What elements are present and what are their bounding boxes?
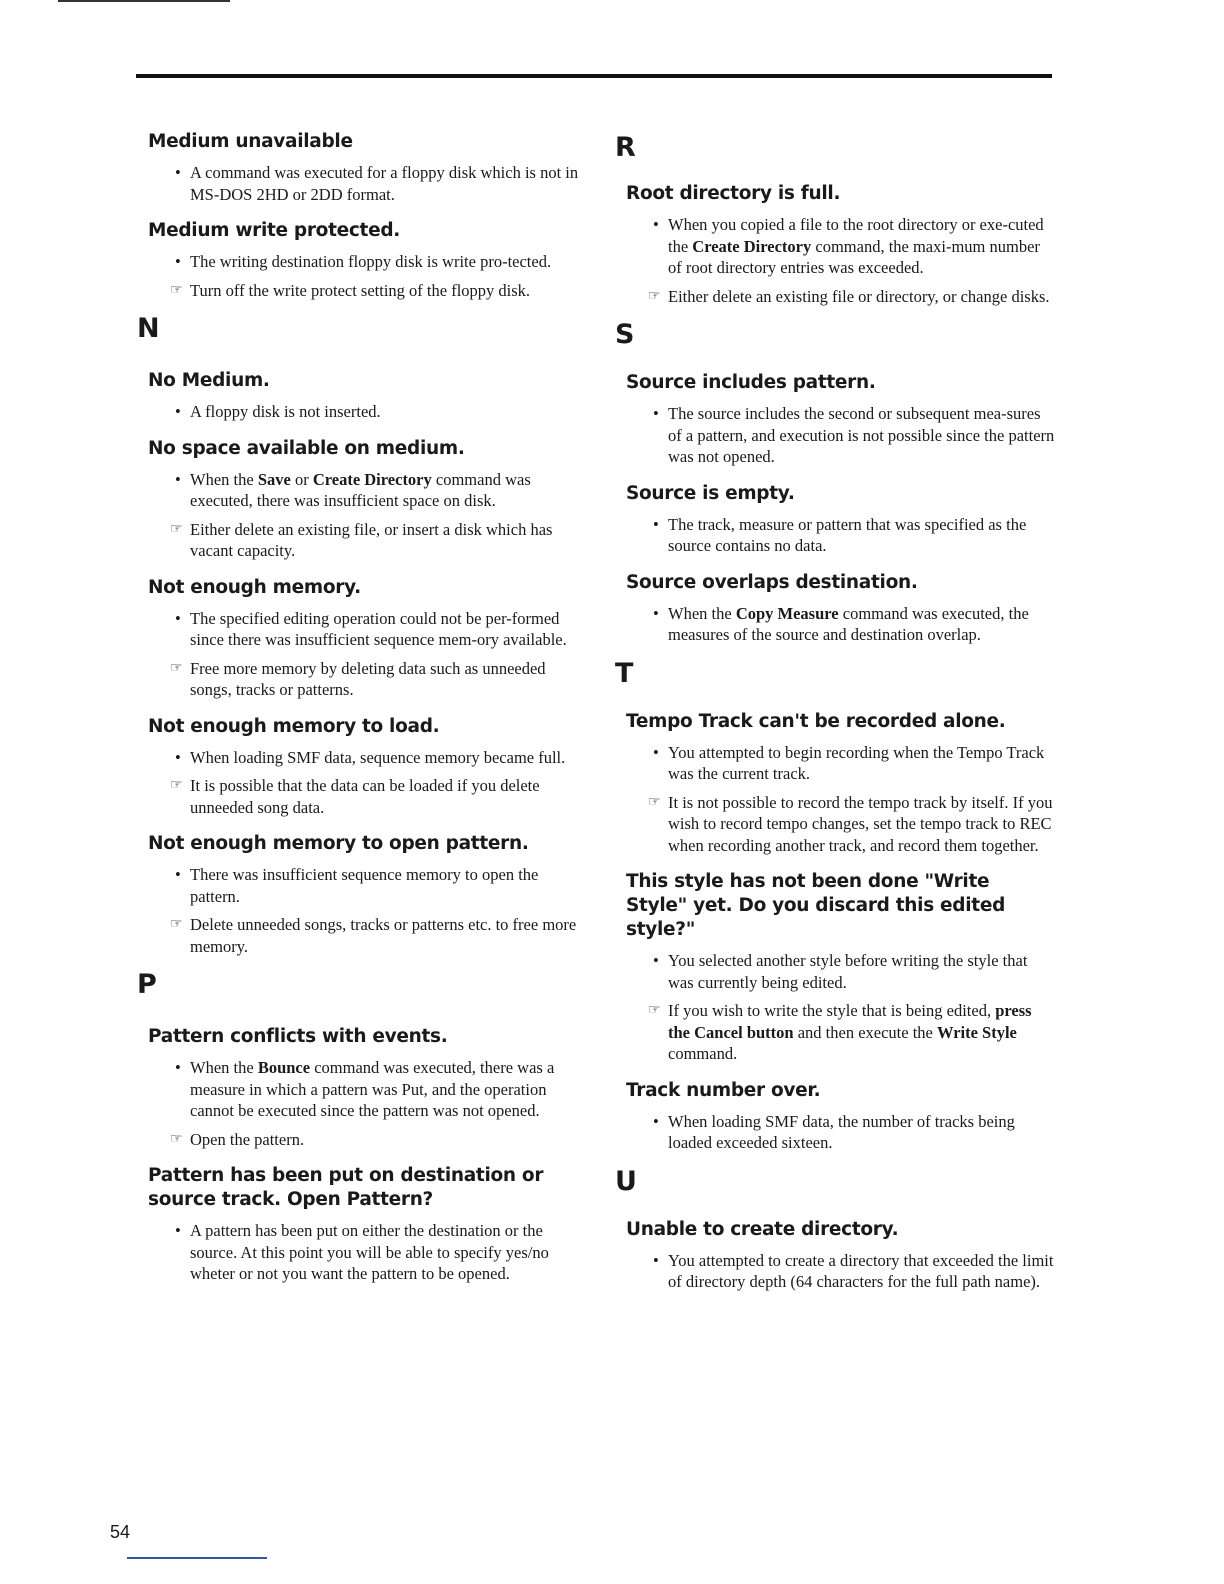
section-letter-p: P [137,969,157,1000]
section-letter-r: R [615,132,636,163]
footer-rule [127,1557,267,1559]
entry-title: Unable to create directory. [626,1218,899,1240]
bullet-icon: • [175,402,181,421]
remedy-text: ☞ It is not possible to record the tempo track by itself. If you wish to record tempo changes, set the tempo track to REC when recording another track, and record them together. [648,792,1053,855]
entry-track-number-over [626,1079,1056,1154]
entry-title: Source overlaps destination. [626,571,918,593]
bullet-icon: • [653,951,659,970]
remedy-text: ☞ Delete unneeded songs, tracks or patterns etc. to free more memory. [170,915,577,956]
cause-text: • A floppy disk is not inserted. [175,402,381,421]
entry-not-enough-memory [148,576,580,701]
entry-no-medium [148,369,580,423]
entry-source-is-empty [626,482,1056,557]
remedy-text: ☞ Either delete an existing file or directory, or change disks. [648,286,1050,306]
cause-text: • When loading SMF data, sequence memory became full. [175,747,566,767]
entry-medium-unavailable [148,130,580,205]
entry-title: Not enough memory to open pattern. [148,833,529,854]
remedy-text: ☞ Free more memory by deleting data such as unneeded songs, tracks or patterns. [170,658,546,699]
entry-source-includes-pattern [626,371,1056,468]
entry-tempo-track-alone [626,710,1056,857]
remedy-text: ☞ Either delete an existing file, or insert a disk which has vacant capacity. [170,519,553,560]
entry-title: Root directory is full. [626,183,841,204]
cause-text: • The specified editing operation could not be per-formed since there was insufficient sequence mem-ory available. [175,608,567,649]
pointing-hand-icon: ☞ [170,917,183,932]
bullet-icon: • [653,514,659,534]
pointing-hand-icon: ☞ [648,794,661,810]
pointing-hand-icon: ☞ [170,1131,183,1147]
cause-text: • When the Save or Create Directory command was executed, there was insufficient space on disk. [175,469,531,510]
entry-root-directory-full [626,182,1056,307]
pointing-hand-icon: ☞ [170,521,183,537]
entry-source-overlaps-destination [626,571,1056,646]
pointing-hand-icon: ☞ [648,1003,661,1018]
remedy-text: ☞ If you wish to write the style that is being edited, press the Cancel button and then execute the Write Style command. [648,1001,1032,1063]
bullet-icon: • [653,215,659,234]
entry-unable-to-create-directory [626,1218,1056,1293]
header-rule [136,74,1052,78]
top-stub-rule [58,0,230,2]
entry-title: Source is empty. [626,482,795,504]
bullet-icon: • [175,252,181,271]
bullet-icon: • [175,1058,181,1077]
entry-title: Pattern has been put on destination or source track. Open Pattern? [148,1165,544,1210]
cause-text: • The source includes the second or subsequent mea-sures of a pattern, and execution is not possible since the pattern was not opened. [653,404,1055,466]
section-letter-u: U [615,1165,637,1197]
cause-text: • You attempted to create a directory that exceeded the limit of directory depth (64 characters for the full path name). [653,1250,1054,1291]
bullet-icon: • [175,865,181,884]
cause-text: • The track, measure or pattern that was specified as the source contains no data. [653,514,1027,555]
entry-write-style-not-done [626,870,1056,1065]
entry-title: Not enough memory. [148,576,361,598]
entry-title: No Medium. [148,370,270,391]
cause-text: • The writing destination floppy disk is write pro-tected. [175,252,552,271]
bullet-icon: • [653,742,659,762]
entry-not-enough-memory-to-open-pattern [148,832,580,957]
entry-title: No space available on medium. [148,437,465,459]
page-number: 54 [110,1522,131,1542]
entry-title: Track number over. [626,1079,821,1101]
pointing-hand-icon: ☞ [170,778,183,793]
bullet-icon: • [653,404,659,423]
cause-text: • There was insufficient sequence memory to open the pattern. [175,865,539,906]
section-letter-s: S [615,319,635,350]
bullet-icon: • [653,1111,659,1131]
section-letter-n: N [137,313,160,344]
left-column [137,130,580,1292]
cause-text: • When you copied a file to the root directory or exe-cuted the Create Directory command, the maxi-mum number of root directory entries was exceeded. [653,215,1044,277]
entry-pattern-put-on-track [148,1164,580,1285]
cause-text: • When the Bounce command was executed, there was a measure in which a pattern was Put, and the operation cannot be executed since the pattern was not opened. [175,1058,555,1120]
entry-pattern-conflicts [148,1025,580,1150]
cause-text: • When the Copy Measure command was executed, the measures of the source and destination overlap. [653,603,1029,644]
bullet-icon: • [175,608,181,628]
cause-text: • A command was executed for a floppy disk which is not in MS-DOS 2HD or 2DD format. [175,163,579,204]
cause-text: • You selected another style before writing the style that was currently being edited. [653,951,1028,992]
entry-title: Tempo Track can't be recorded alone. [626,710,1006,732]
cause-text: • You attempted to begin recording when the Tempo Track was the current track. [653,742,1045,783]
pointing-hand-icon: ☞ [170,282,183,298]
remedy-text: ☞ Turn off the write protect setting of the floppy disk. [170,280,531,300]
bullet-icon: • [175,747,181,767]
entry-title: Not enough memory to load. [148,715,440,737]
pointing-hand-icon: ☞ [648,288,661,304]
entry-title: Source includes pattern. [626,372,876,393]
entry-title: Medium unavailable [148,131,353,152]
entry-medium-write-protected [148,219,580,301]
entry-title: Pattern conflicts with events. [148,1026,448,1047]
remedy-text: ☞ It is possible that the data can be loaded if you delete unneeded song data. [170,776,540,817]
entry-title: Medium write protected. [148,220,401,241]
right-column [615,130,1056,1300]
entry-title: This style has not been done "Write Style" yet. Do you discard this edited style?" [626,871,1006,940]
section-letter-t: T [615,657,634,689]
bullet-icon: • [653,1250,659,1270]
entry-not-enough-memory-to-load [148,715,580,819]
bullet-icon: • [175,469,181,489]
bullet-icon: • [175,1221,181,1240]
bullet-icon: • [175,163,181,182]
remedy-text: ☞ Open the pattern. [170,1129,305,1149]
pointing-hand-icon: ☞ [170,660,183,676]
cause-text: • A pattern has been put on either the destination or the source. At this point you will be able to specify yes/no wheter or not you want the pattern to be opened. [175,1221,549,1283]
cause-text: • When loading SMF data, the number of tracks being loaded exceeded sixteen. [653,1111,1015,1152]
bullet-icon: • [653,603,659,623]
entry-no-space [148,437,580,562]
